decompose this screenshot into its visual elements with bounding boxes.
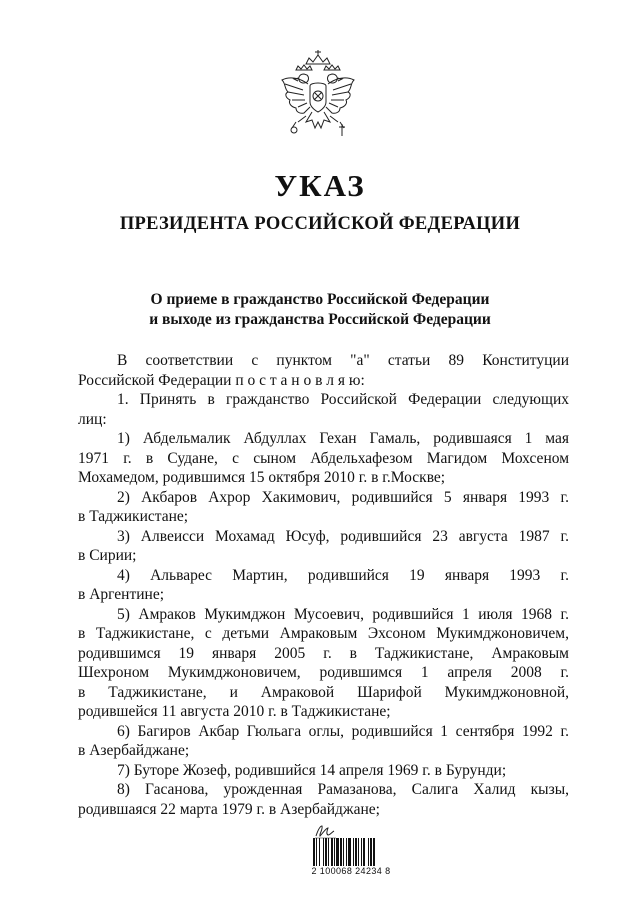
barcode-bar bbox=[361, 838, 362, 866]
body-line: в Таджикистане, с детьми Амраковым Эхсоном Мукимджоновичем, bbox=[78, 625, 569, 642]
body-line: 5) Амраков Мукимджон Мусоевич, родившийся 1 июля 1968 г. bbox=[117, 605, 569, 623]
body-line: в Таджикистане; bbox=[78, 508, 189, 525]
barcode-bar bbox=[368, 838, 369, 866]
barcode-bar bbox=[316, 838, 317, 866]
body-line: родившаяся 22 марта 1979 г. в Азербайджане; bbox=[78, 800, 380, 818]
body-line: 8) Гасанова, урожденная Рамазанова, Салига Халид кызы, bbox=[117, 781, 569, 798]
body-line: 1. Принять в гражданство Российской Федерации следующих bbox=[117, 391, 569, 408]
document-issuer: ПРЕЗИДЕНТА РОССИЙСКОЙ ФЕДЕРАЦИИ bbox=[119, 214, 521, 234]
body-line: 2) Акбаров Ахрор Хакимович, родившийся 5 января 1993 г. bbox=[117, 488, 569, 506]
body-line: лиц: bbox=[78, 410, 107, 428]
signature-mark-icon bbox=[313, 823, 339, 839]
body-line: в Азербайджане; bbox=[78, 742, 190, 759]
barcode-bar bbox=[319, 838, 320, 866]
barcode-bar bbox=[336, 838, 339, 866]
subject-line: О приеме в гражданство Российской Федерации bbox=[150, 291, 490, 308]
document-body bbox=[78, 351, 569, 819]
barcode-bar bbox=[328, 838, 329, 866]
document-type-title: УКАЗ bbox=[274, 168, 366, 203]
barcode-bar bbox=[373, 838, 375, 866]
body-line: Российской Федерации п о с т а н о в л я ю: bbox=[78, 371, 365, 389]
body-line: в Сирии; bbox=[78, 547, 137, 564]
barcode-bar bbox=[370, 838, 372, 866]
barcode-bar bbox=[353, 838, 354, 866]
body-line: 3) Алвеисси Мохамад Юсуф, родившийся 23 августа 1987 г. bbox=[117, 527, 569, 545]
barcode-bar bbox=[334, 838, 335, 866]
body-line: 1) Абдельмалик Абдуллах Гехан Гамаль, родившаяся 1 мая bbox=[117, 430, 569, 447]
body-line: В соответствии с пунктом "а" статьи 89 Конституции bbox=[117, 352, 569, 369]
body-line: 6) Багиров Акбар Гюльага оглы, родившийся 1 сентября 1992 г. bbox=[117, 722, 569, 740]
body-line: 7) Буторе Жозеф, родившийся 14 апреля 1969 г. в Бурунди; bbox=[117, 761, 507, 779]
barcode-bar bbox=[313, 838, 315, 866]
body-line: Мохамедом, родившимся 15 октября 2010 г. в г.Москве; bbox=[78, 469, 446, 486]
body-line: Шехроном Мукимджоновичем, родившимся 1 апреля 2008 г. bbox=[78, 664, 569, 681]
body-line: родившейся 11 августа 2010 г. в Таджикистане; bbox=[78, 703, 391, 720]
barcode-bar bbox=[340, 838, 342, 866]
subject-line: и выходе из гражданства Российской Федерации bbox=[149, 311, 491, 328]
barcode-icon bbox=[313, 838, 377, 866]
barcode-bar bbox=[343, 838, 344, 866]
body-line: родившимся 19 января 2005 г. в Таджикистане, Амраковым bbox=[78, 644, 569, 662]
body-line: в Аргентине; bbox=[78, 586, 165, 603]
barcode-bar bbox=[323, 838, 324, 866]
barcode-bar bbox=[355, 838, 357, 866]
document-subject bbox=[0, 290, 640, 330]
body-line: 1971 г. в Судане, с сыном Абдельхафезом Магидом Мохсеном bbox=[78, 449, 569, 467]
body-line: 4) Альварес Мартин, родившийся 19 января 1993 г. bbox=[117, 566, 569, 584]
barcode-bar bbox=[358, 838, 359, 866]
barcode-bar bbox=[348, 838, 351, 866]
coat-of-arms-icon bbox=[276, 50, 360, 142]
barcode-bar bbox=[346, 838, 347, 866]
barcode-number: 2 100068 24234 8 bbox=[311, 866, 391, 876]
barcode-bar bbox=[325, 838, 327, 866]
barcode-bar bbox=[363, 838, 365, 866]
body-line: в Таджикистане, и Амраковой Шарифой Мукимджоновной, bbox=[78, 683, 569, 701]
barcode-bar bbox=[331, 838, 333, 866]
